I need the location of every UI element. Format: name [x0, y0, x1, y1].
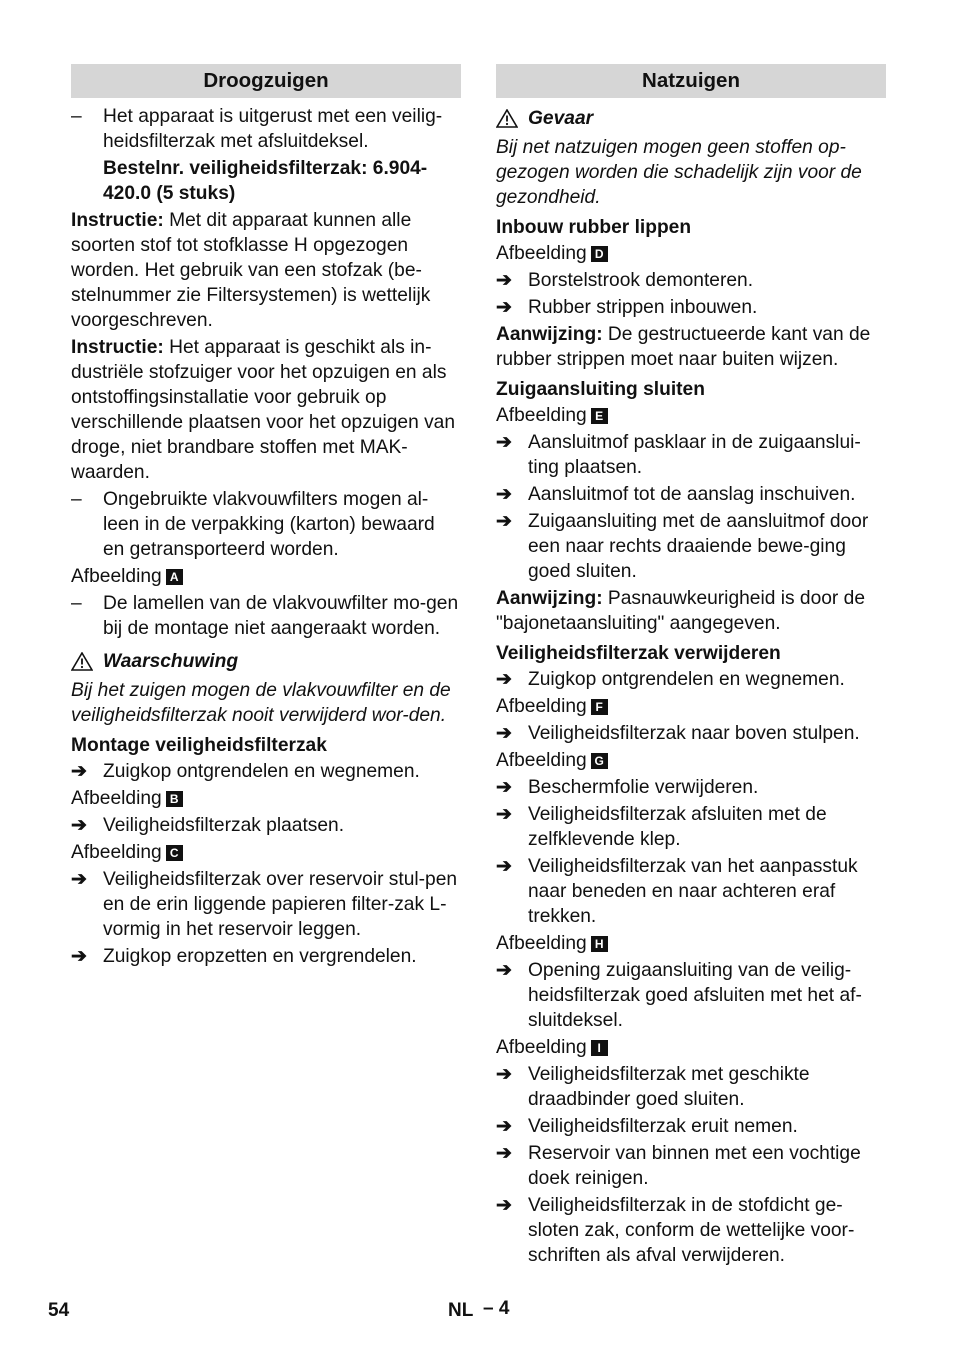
arrow-icon: ➔ — [496, 511, 512, 532]
warning-triangle-icon — [496, 109, 518, 128]
note-paragraph: Aanwijzing: De gestructueerde kant van de rubber strippen moet naar buiten wijzen. — [496, 324, 871, 370]
dash-marker: – — [71, 489, 82, 510]
step-item: ➔ Veiligheidsfilterzak plaatsen. — [71, 815, 345, 836]
arrow-icon: ➔ — [496, 1195, 512, 1216]
figure-reference: Afbeelding A — [71, 564, 461, 589]
step-item: ➔ Veiligheidsfilterzak van het aanpasstuk naar beneden en naar achteren eraf trekken. — [496, 856, 858, 927]
section-number: – 4 — [483, 1298, 510, 1319]
subheading-rubber: Inbouw rubber lippen — [496, 217, 692, 238]
step-item: ➔ Zuigkop ontgrendelen en wegnemen. — [496, 669, 845, 690]
arrow-icon: ➔ — [496, 960, 512, 981]
figure-reference: Afbeelding D — [496, 241, 886, 266]
step-item: ➔ Aansluitmof tot de aanslag inschuiven. — [496, 484, 856, 505]
step-item: ➔ Veiligheidsfilterzak in de stofdicht ge-sloten zak, conform de wettelijke voor-schriften als afval verwijderen. — [496, 1195, 855, 1266]
subheading-remove: Veiligheidsfilterzak verwijderen — [496, 643, 781, 664]
left-column — [71, 64, 461, 971]
arrow-icon: ➔ — [496, 432, 512, 453]
figure-letter-badge: H — [591, 936, 608, 952]
dash-marker: – — [71, 106, 82, 127]
figure-letter-badge: B — [166, 791, 183, 807]
arrow-icon: ➔ — [71, 946, 87, 967]
arrow-icon: ➔ — [496, 856, 512, 877]
warning-heading: Waarschuwing — [71, 649, 461, 674]
step-item: ➔ Rubber strippen inbouwen. — [496, 297, 758, 318]
arrow-icon: ➔ — [496, 804, 512, 825]
language-code: NL — [448, 1300, 474, 1321]
order-number: Bestelnr. veiligheidsfilterzak: 6.904- 420.0 (5 stuks) — [103, 158, 428, 204]
arrow-icon: ➔ — [71, 815, 87, 836]
right-column — [496, 64, 886, 1270]
figure-letter-badge: F — [591, 699, 608, 715]
note-paragraph: Aanwijzing: Pasnauwkeurigheid is door de "bajonetaansluiting" aangegeven. — [496, 588, 865, 634]
list-item-text: Ongebruikte vlakvouwfilters mogen al-leen in de verpakking (karton) bewaard en getransporteerd worden. — [103, 489, 435, 560]
subheading-montage: Montage veiligheidsfilterzak — [71, 735, 327, 756]
arrow-icon: ➔ — [71, 869, 87, 890]
arrow-icon: ➔ — [496, 723, 512, 744]
step-item: ➔ Zuigkop ontgrendelen en wegnemen. — [71, 761, 420, 782]
step-item: ➔ Reservoir van binnen met een vochtige doek reinigen. — [496, 1143, 861, 1189]
step-item: ➔ Beschermfolie verwijderen. — [496, 777, 759, 798]
step-item: ➔ Opening zuigaansluiting van de veilig-heidsfilterzak goed afsluiten met het af-sluitdeksel. — [496, 960, 862, 1031]
danger-heading: Gevaar — [496, 106, 886, 131]
arrow-icon: ➔ — [496, 1143, 512, 1164]
figure-letter-badge: G — [591, 753, 608, 769]
page-number: 54 — [48, 1300, 70, 1321]
step-item: ➔ Borstelstrook demonteren. — [496, 270, 754, 291]
step-item: ➔ Zuigkop eropzetten en vergrendelen. — [71, 946, 417, 967]
section-heading-natzuigen: Natzuigen — [496, 64, 886, 98]
figure-letter-badge: E — [591, 408, 608, 424]
arrow-icon: ➔ — [71, 761, 87, 782]
list-item-text: De lamellen van de vlakvouwfilter mo-gen bij de montage niet aangeraakt worden. — [103, 593, 459, 639]
step-item: ➔ Veiligheidsfilterzak eruit nemen. — [496, 1116, 798, 1137]
arrow-icon: ➔ — [496, 669, 512, 690]
step-item: ➔ Zuigaansluiting met de aansluitmof door een naar rechts draaiende bewe-ging goed sluiten. — [496, 511, 869, 582]
instruction-paragraph: Instructie: Met dit apparaat kunnen alle soorten stof tot stofklasse H opgezogen worden. Het gebruik van een stofzak (be-stelnummer zie Filtersystemen) is wettelijk voorgeschreven. — [71, 210, 431, 331]
figure-reference: Afbeelding E — [496, 403, 886, 428]
arrow-icon: ➔ — [496, 1116, 512, 1137]
step-item: ➔ Veiligheidsfilterzak naar boven stulpen. — [496, 723, 860, 744]
step-item: ➔ Veiligheidsfilterzak afsluiten met de zelfklevende klep. — [496, 804, 827, 850]
figure-letter-badge: D — [591, 246, 608, 262]
warning-triangle-icon — [71, 652, 93, 671]
instruction-paragraph: Instructie: Het apparaat is geschikt als in-dustriële stofzuiger voor het opzuigen en als ontstoffingsinstallatie voor gebruik op verschillende plaatsen voor het opzuigen van droge, niet brandbare stoffen met MAK-waarden. — [71, 337, 456, 483]
subheading-zuigaansluiting: Zuigaansluiting sluiten — [496, 379, 705, 400]
warning-text: Bij het zuigen mogen de vlakvouwfilter en de veiligheidsfilterzak nooit verwijderd wor-den. — [71, 680, 451, 726]
danger-text: Bij net natzuigen mogen geen stoffen op-gezogen worden die schadelijk zijn voor de gezondheid. — [496, 137, 862, 208]
figure-reference: Afbeelding G — [496, 748, 886, 773]
step-item: ➔ Veiligheidsfilterzak met geschikte draadbinder goed sluiten. — [496, 1064, 810, 1110]
figure-reference: Afbeelding F — [496, 694, 886, 719]
list-item — [71, 104, 461, 154]
figure-letter-badge: C — [166, 845, 183, 861]
step-item: ➔ Aansluitmof pasklaar in de zuigaanslui-ting plaatsen. — [496, 432, 861, 478]
arrow-icon: ➔ — [496, 777, 512, 798]
figure-letter-badge: A — [166, 569, 183, 585]
arrow-icon: ➔ — [496, 1064, 512, 1085]
list-item — [71, 591, 461, 641]
figure-reference: Afbeelding H — [496, 931, 886, 956]
arrow-icon: ➔ — [496, 270, 512, 291]
figure-letter-badge: I — [591, 1040, 608, 1056]
arrow-icon: ➔ — [496, 484, 512, 505]
section-heading-droogzuigen: Droogzuigen — [71, 64, 461, 98]
figure-reference: Afbeelding B — [71, 786, 461, 811]
list-item — [71, 487, 461, 562]
figure-reference: Afbeelding I — [496, 1035, 886, 1060]
dash-marker: – — [71, 593, 82, 614]
list-item-text: Het apparaat is uitgerust met een veilig-heidsfilterzak met afsluitdeksel. — [103, 106, 443, 152]
figure-reference: Afbeelding C — [71, 840, 461, 865]
step-item: ➔ Veiligheidsfilterzak over reservoir stul-pen en de erin liggende papieren filter-zak L-vormig in het reservoir leggen. — [71, 869, 458, 940]
arrow-icon: ➔ — [496, 297, 512, 318]
